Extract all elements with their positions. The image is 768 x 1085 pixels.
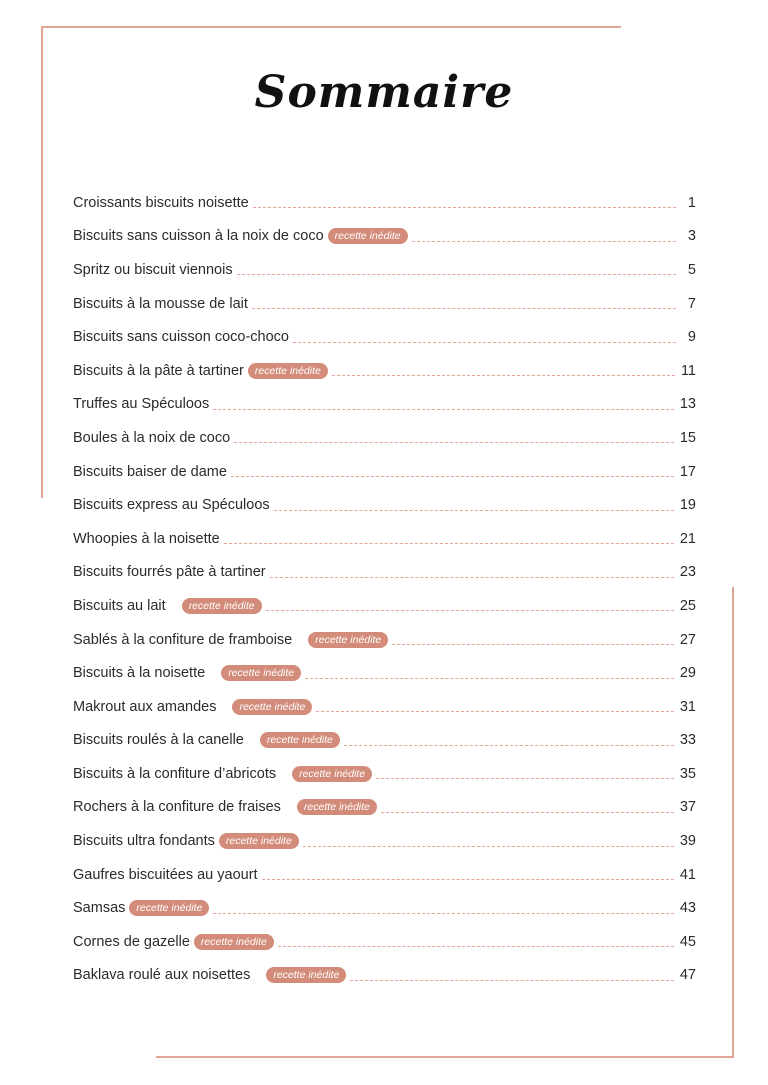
toc-entry-title: Croissants biscuits noisette (73, 194, 249, 211)
new-recipe-badge: recette inédite (182, 598, 262, 614)
toc-entry-title: Biscuits à la noisette (73, 665, 206, 682)
toc-page-number: 15 (679, 429, 696, 446)
toc-page-number: 17 (679, 463, 696, 480)
toc-entry-title: Biscuits à la mousse de lait (73, 295, 248, 312)
toc-page-number: 7 (687, 295, 696, 312)
toc-entry[interactable] (73, 959, 696, 993)
toc-entry[interactable] (73, 320, 696, 354)
toc-entry-title: Biscuits fourrés pâte à tartiner (73, 564, 266, 581)
toc-entry[interactable] (73, 824, 696, 858)
toc-page-number: 35 (679, 765, 696, 782)
dotted-leader (412, 241, 676, 242)
dotted-leader (278, 946, 674, 947)
toc-entry-title: Biscuits sans cuisson à la noix de coco (73, 228, 324, 245)
toc-entry[interactable] (73, 623, 696, 657)
toc-page-number: 19 (679, 497, 696, 514)
toc-page-number: 43 (679, 900, 696, 917)
toc-entry[interactable] (73, 791, 696, 825)
dotted-leader (392, 644, 674, 645)
toc-entry[interactable] (73, 220, 696, 254)
dotted-leader (270, 577, 674, 578)
toc-entry[interactable] (73, 186, 696, 220)
toc-entry-title: Samsas (73, 900, 126, 917)
dotted-leader (332, 375, 675, 376)
new-recipe-badge: recette inédite (328, 228, 408, 244)
toc-entry-title: Makrout aux amandes (73, 698, 217, 715)
dotted-leader (344, 745, 674, 746)
toc-page-number: 37 (679, 799, 696, 816)
dotted-leader (213, 913, 674, 914)
table-of-contents (73, 186, 696, 992)
toc-entry-title: Biscuits roulés à la canelle (73, 732, 244, 749)
dotted-leader (253, 207, 676, 208)
frame-bottom-line (156, 1056, 734, 1058)
toc-entry-title: Gaufres biscuitées au yaourt (73, 866, 258, 883)
dotted-leader (274, 510, 674, 511)
dotted-leader (252, 308, 676, 309)
toc-entry-title: Biscuits sans cuisson coco-choco (73, 329, 289, 346)
dotted-leader (293, 342, 676, 343)
toc-page-number: 13 (679, 396, 696, 413)
toc-page-number: 27 (679, 631, 696, 648)
page-title: Sommaire (254, 67, 514, 119)
toc-entry-title: Cornes de gazelle (73, 933, 190, 950)
frame-right-line (732, 587, 734, 1058)
toc-entry-title: Biscuits baiser de dame (73, 463, 227, 480)
toc-page-number: 11 (680, 362, 696, 379)
dotted-leader (316, 711, 673, 712)
toc-entry[interactable] (73, 925, 696, 959)
new-recipe-badge: recette inédite (219, 833, 299, 849)
toc-page-number: 41 (679, 866, 696, 883)
toc-entry[interactable] (73, 488, 696, 522)
toc-entry-title: Spritz ou biscuit viennois (73, 261, 233, 278)
toc-page-number: 45 (679, 933, 696, 950)
new-recipe-badge: recette inédite (232, 699, 312, 715)
toc-page-number: 29 (679, 665, 696, 682)
toc-entry-title: Rochers à la confiture de fraises (73, 799, 281, 816)
toc-page-number: 31 (679, 698, 696, 715)
toc-entry-title: Truffes au Spéculoos (73, 396, 210, 413)
dotted-leader (213, 409, 674, 410)
toc-page-number: 1 (687, 194, 696, 211)
toc-entry[interactable] (73, 253, 696, 287)
toc-entry-title: Biscuits express au Spéculoos (73, 497, 270, 514)
toc-page-number: 25 (679, 597, 696, 614)
dotted-leader (376, 778, 674, 779)
toc-entry[interactable] (73, 388, 696, 422)
frame-top-line (41, 26, 621, 28)
toc-entry[interactable] (73, 287, 696, 321)
toc-entry[interactable] (73, 690, 696, 724)
toc-page-number: 21 (679, 530, 696, 547)
toc-entry-title: Sablés à la confiture de framboise (73, 631, 293, 648)
toc-entry[interactable] (73, 354, 696, 388)
toc-entry[interactable] (73, 724, 696, 758)
dotted-leader (224, 543, 674, 544)
toc-page-number: 9 (687, 329, 696, 346)
dotted-leader (234, 442, 674, 443)
dotted-leader (350, 980, 674, 981)
toc-page-number: 5 (687, 261, 696, 278)
toc-entry[interactable] (73, 421, 696, 455)
new-recipe-badge: recette inédite (129, 900, 209, 916)
new-recipe-badge: recette inédite (292, 766, 372, 782)
toc-entry[interactable] (73, 891, 696, 925)
toc-entry-title: Baklava roulé aux noisettes (73, 967, 251, 984)
new-recipe-badge: recette inédite (308, 632, 388, 648)
toc-entry-title: Biscuits au lait (73, 597, 166, 614)
toc-entry[interactable] (73, 858, 696, 892)
toc-entry[interactable] (73, 522, 696, 556)
toc-entry-title: Boules à la noix de coco (73, 429, 231, 446)
toc-entry[interactable] (73, 556, 696, 590)
new-recipe-badge: recette inédite (297, 799, 377, 815)
new-recipe-badge: recette inédite (260, 732, 340, 748)
toc-entry-title: Biscuits ultra fondants (73, 833, 215, 850)
toc-entry[interactable] (73, 757, 696, 791)
dotted-leader (303, 846, 674, 847)
toc-page-number: 23 (679, 564, 696, 581)
dotted-leader (266, 610, 674, 611)
toc-entry[interactable] (73, 455, 696, 489)
new-recipe-badge: recette inédite (194, 934, 274, 950)
dotted-leader (231, 476, 674, 477)
dotted-leader (381, 812, 674, 813)
new-recipe-badge: recette inédite (248, 363, 328, 379)
toc-entry-title: Biscuits à la confiture d’abricots (73, 765, 277, 782)
toc-entry[interactable] (73, 589, 696, 623)
toc-page-number: 3 (687, 228, 696, 245)
toc-entry-title: Biscuits à la pâte à tartiner (73, 362, 244, 379)
toc-page-number: 47 (679, 967, 696, 984)
dotted-leader (262, 879, 674, 880)
toc-page-number: 33 (679, 732, 696, 749)
new-recipe-badge: recette inédite (221, 665, 301, 681)
dotted-leader (237, 274, 676, 275)
toc-entry[interactable] (73, 656, 696, 690)
toc-entry-title: Whoopies à la noisette (73, 530, 220, 547)
new-recipe-badge: recette inédite (266, 967, 346, 983)
dotted-leader (305, 678, 674, 679)
toc-page-number: 39 (679, 833, 696, 850)
